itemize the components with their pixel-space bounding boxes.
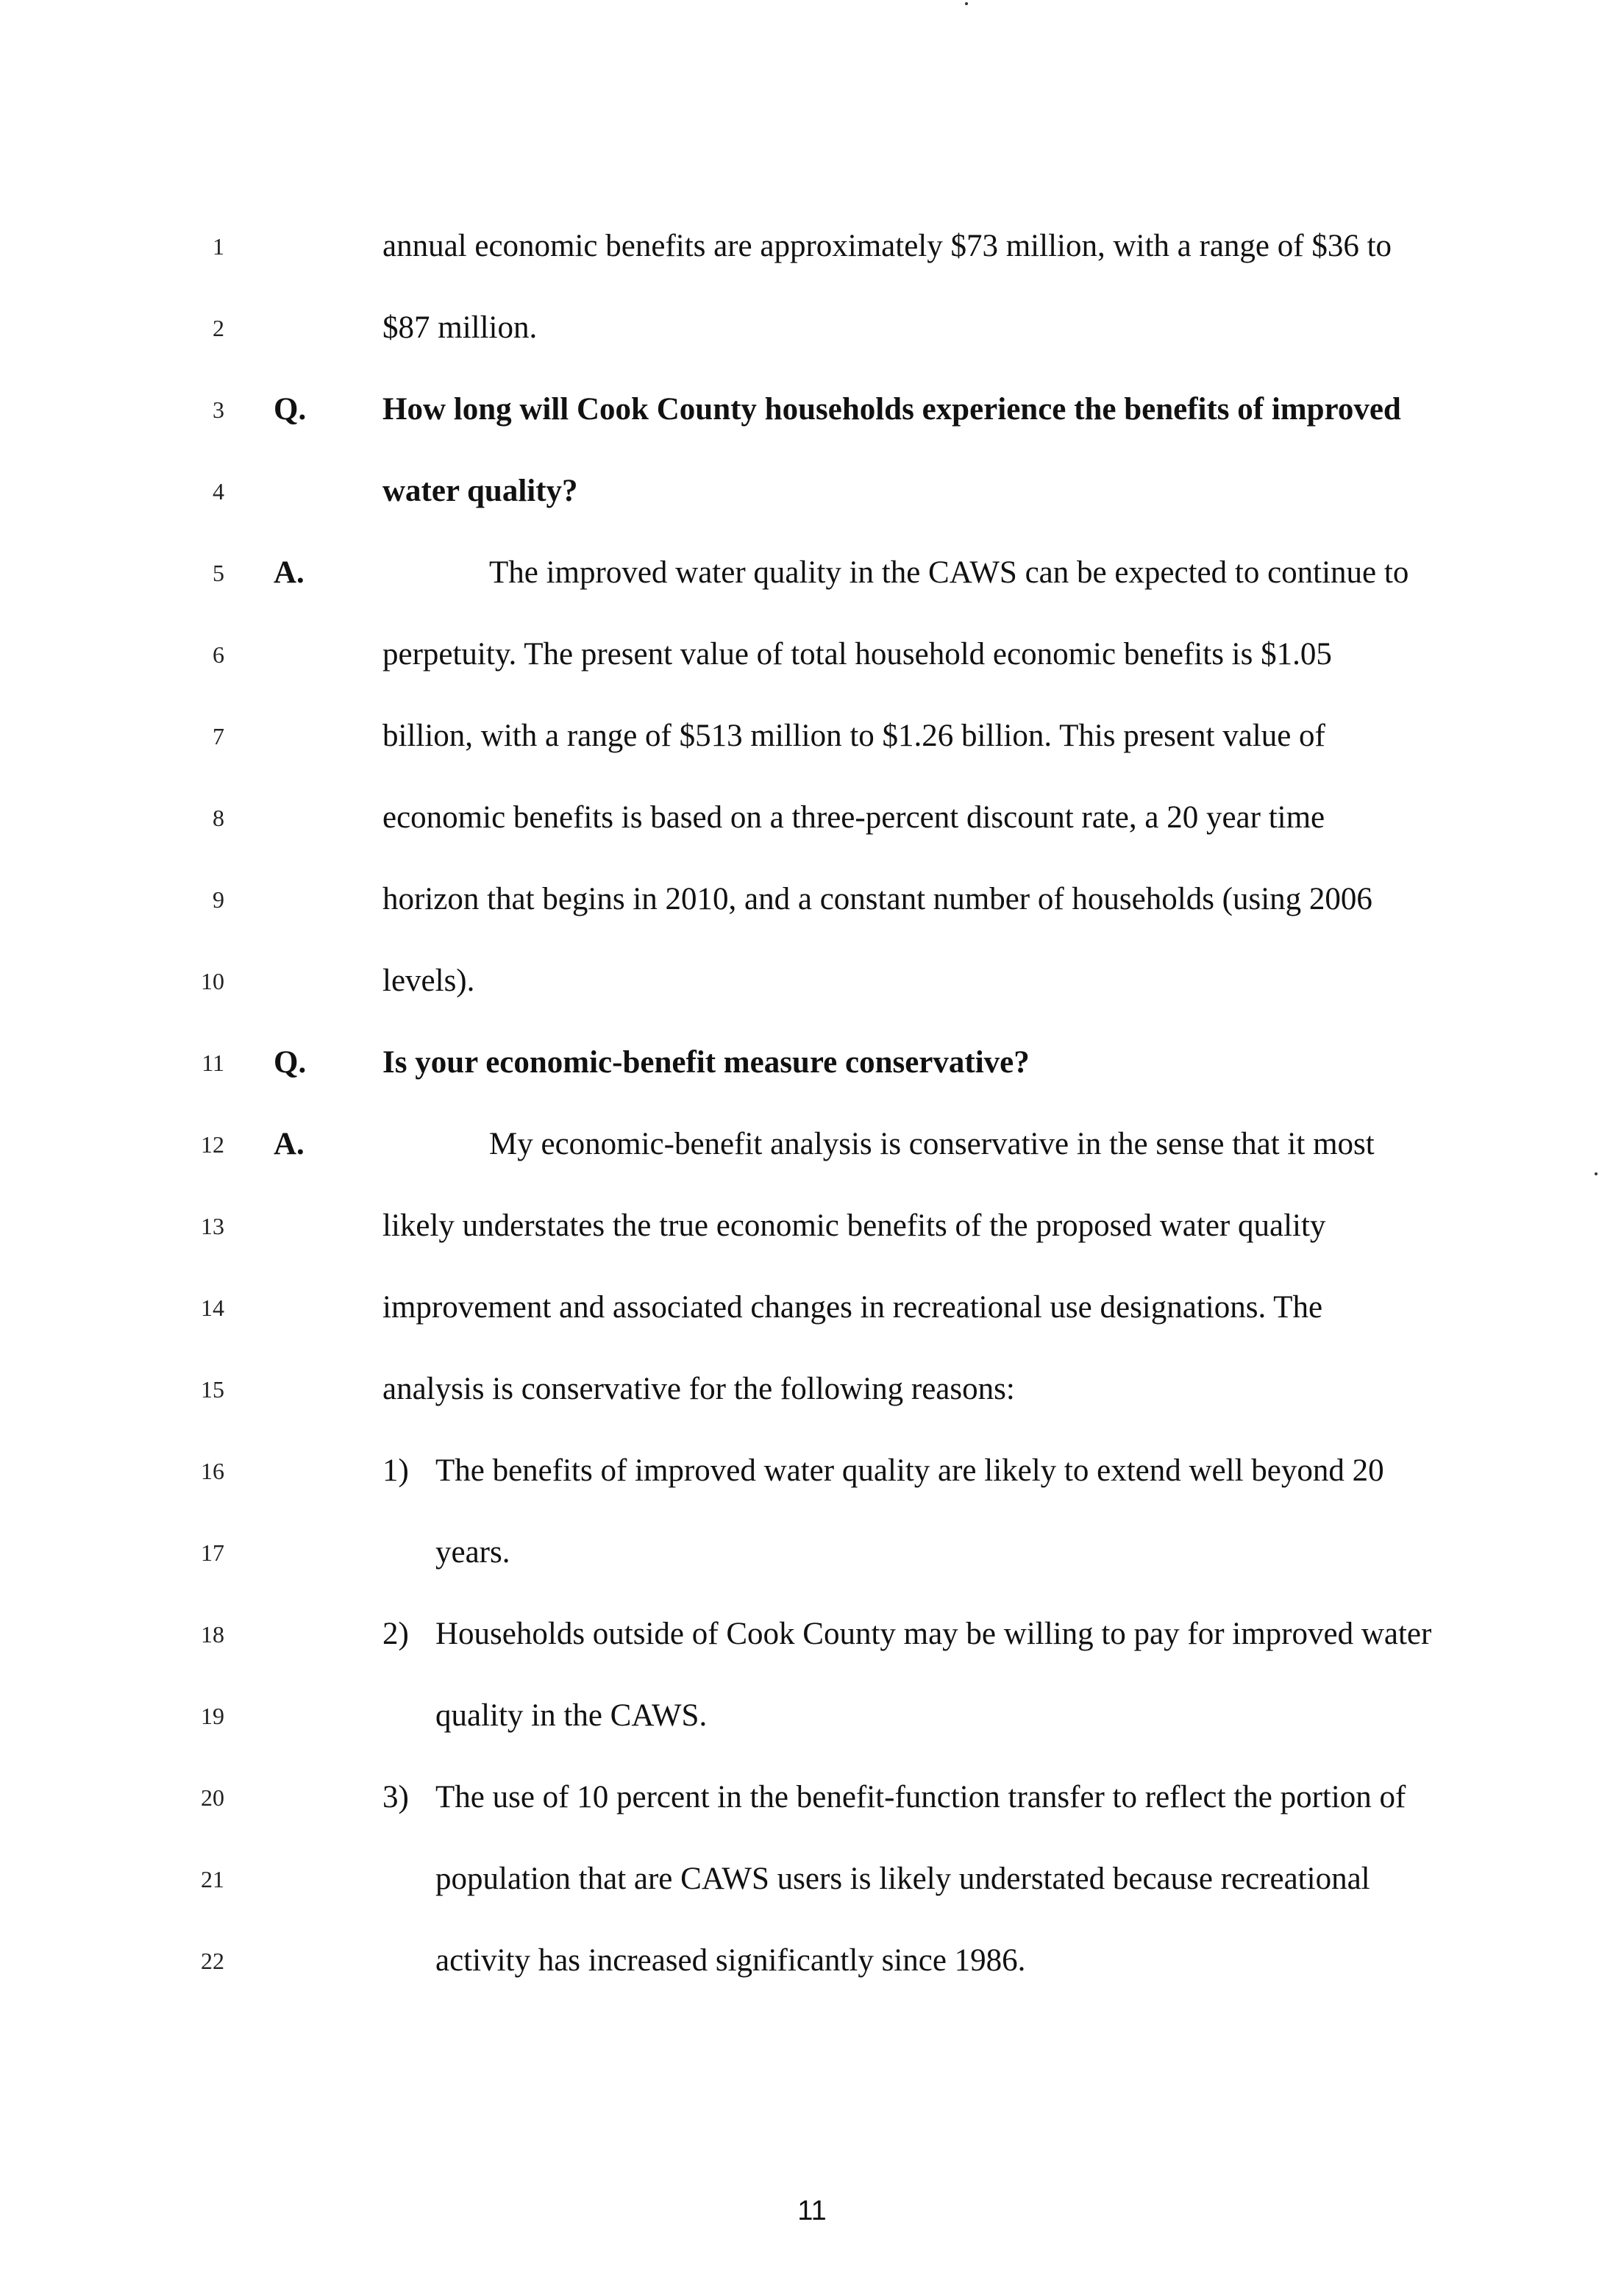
- line-11: [0, 1041, 1624, 1085]
- line-14: [0, 1286, 1624, 1330]
- page-number: 11: [797, 2195, 827, 2226]
- line-number: 21: [201, 1866, 224, 1892]
- line-number: 18: [201, 1621, 224, 1648]
- line-number: 4: [213, 478, 224, 505]
- line-21: [0, 1857, 1624, 1901]
- line-number: 19: [201, 1703, 224, 1729]
- line-text: annual economic benefits are approximately $73 million, with a range of $36 to: [382, 229, 1392, 263]
- line-number: 10: [201, 968, 224, 994]
- line-number: 3: [213, 396, 224, 423]
- line-6: [0, 633, 1624, 677]
- list-item-text: The use of 10 percent in the benefit-function transfer to reflect the portion of: [435, 1780, 1406, 1814]
- line-8: [0, 796, 1624, 840]
- answer-text: My economic-benefit analysis is conservative in the sense that it most: [489, 1127, 1375, 1161]
- list-item-text: activity has increased significantly since 1986.: [435, 1943, 1026, 1978]
- answer-text: The improved water quality in the CAWS can be expected to continue to: [489, 555, 1409, 590]
- list-item-text: years.: [435, 1535, 510, 1570]
- answer-text: perpetuity. The present value of total household economic benefits is $1.05: [382, 637, 1332, 672]
- line-number: 14: [201, 1294, 224, 1321]
- line-17: [0, 1531, 1624, 1575]
- list-marker: 3): [382, 1780, 409, 1814]
- list-marker: 1): [382, 1453, 409, 1488]
- line-number: 15: [201, 1376, 224, 1403]
- line-16: [0, 1449, 1624, 1493]
- line-number: 9: [213, 886, 224, 913]
- answer-text: improvement and associated changes in recreational use designations. The: [382, 1290, 1323, 1325]
- question-text: water quality?: [382, 474, 578, 508]
- line-number: 12: [201, 1131, 224, 1158]
- list-item-text: population that are CAWS users is likely understated because recreational: [435, 1862, 1370, 1896]
- line-number: 20: [201, 1784, 224, 1811]
- line-number: 8: [213, 805, 224, 831]
- list-item-text: The benefits of improved water quality are likely to extend well beyond 20: [435, 1453, 1384, 1488]
- line-1: [0, 224, 1624, 268]
- line-number: 17: [201, 1539, 224, 1566]
- answer-text: levels).: [382, 964, 475, 998]
- scan-speck: [965, 2, 968, 5]
- line-9: [0, 877, 1624, 922]
- line-19: [0, 1694, 1624, 1738]
- line-13: [0, 1204, 1624, 1248]
- question-label: Q.: [274, 392, 307, 427]
- scan-speck: [1595, 1172, 1598, 1175]
- question-text: How long will Cook County households experience the benefits of improved: [382, 392, 1401, 427]
- list-item-text: Households outside of Cook County may be willing to pay for improved water: [435, 1617, 1432, 1651]
- line-22: [0, 1939, 1624, 1983]
- line-number: 2: [213, 315, 224, 341]
- line-20: [0, 1776, 1624, 1820]
- list-marker: 2): [382, 1617, 409, 1651]
- line-number: 5: [213, 560, 224, 586]
- line-3: [0, 388, 1624, 432]
- answer-text: billion, with a range of $513 million to $1.26 billion. This present value of: [382, 719, 1325, 753]
- question-text: Is your economic-benefit measure conservative?: [382, 1045, 1030, 1080]
- line-number: 1: [213, 233, 224, 260]
- answer-label: A.: [274, 555, 304, 590]
- line-7: [0, 714, 1624, 758]
- answer-text: analysis is conservative for the following reasons:: [382, 1372, 1015, 1406]
- answer-text: likely understates the true economic benefits of the proposed water quality: [382, 1208, 1326, 1243]
- line-2: [0, 306, 1624, 350]
- line-number: 13: [201, 1213, 224, 1239]
- line-12: [0, 1122, 1624, 1167]
- answer-label: A.: [274, 1127, 304, 1161]
- line-18: [0, 1612, 1624, 1656]
- list-item-text: quality in the CAWS.: [435, 1698, 708, 1733]
- line-number: 7: [213, 723, 224, 749]
- line-number: 6: [213, 641, 224, 668]
- line-4: [0, 469, 1624, 513]
- line-number: 22: [201, 1948, 224, 1974]
- answer-text: horizon that begins in 2010, and a constant number of households (using 2006: [382, 882, 1372, 916]
- question-label: Q.: [274, 1045, 307, 1080]
- line-10: [0, 959, 1624, 1003]
- line-number: 16: [201, 1458, 224, 1484]
- answer-text: economic benefits is based on a three-percent discount rate, a 20 year time: [382, 800, 1325, 835]
- line-5: [0, 551, 1624, 595]
- line-number: 11: [202, 1050, 224, 1076]
- line-text: $87 million.: [382, 310, 538, 345]
- line-15: [0, 1367, 1624, 1411]
